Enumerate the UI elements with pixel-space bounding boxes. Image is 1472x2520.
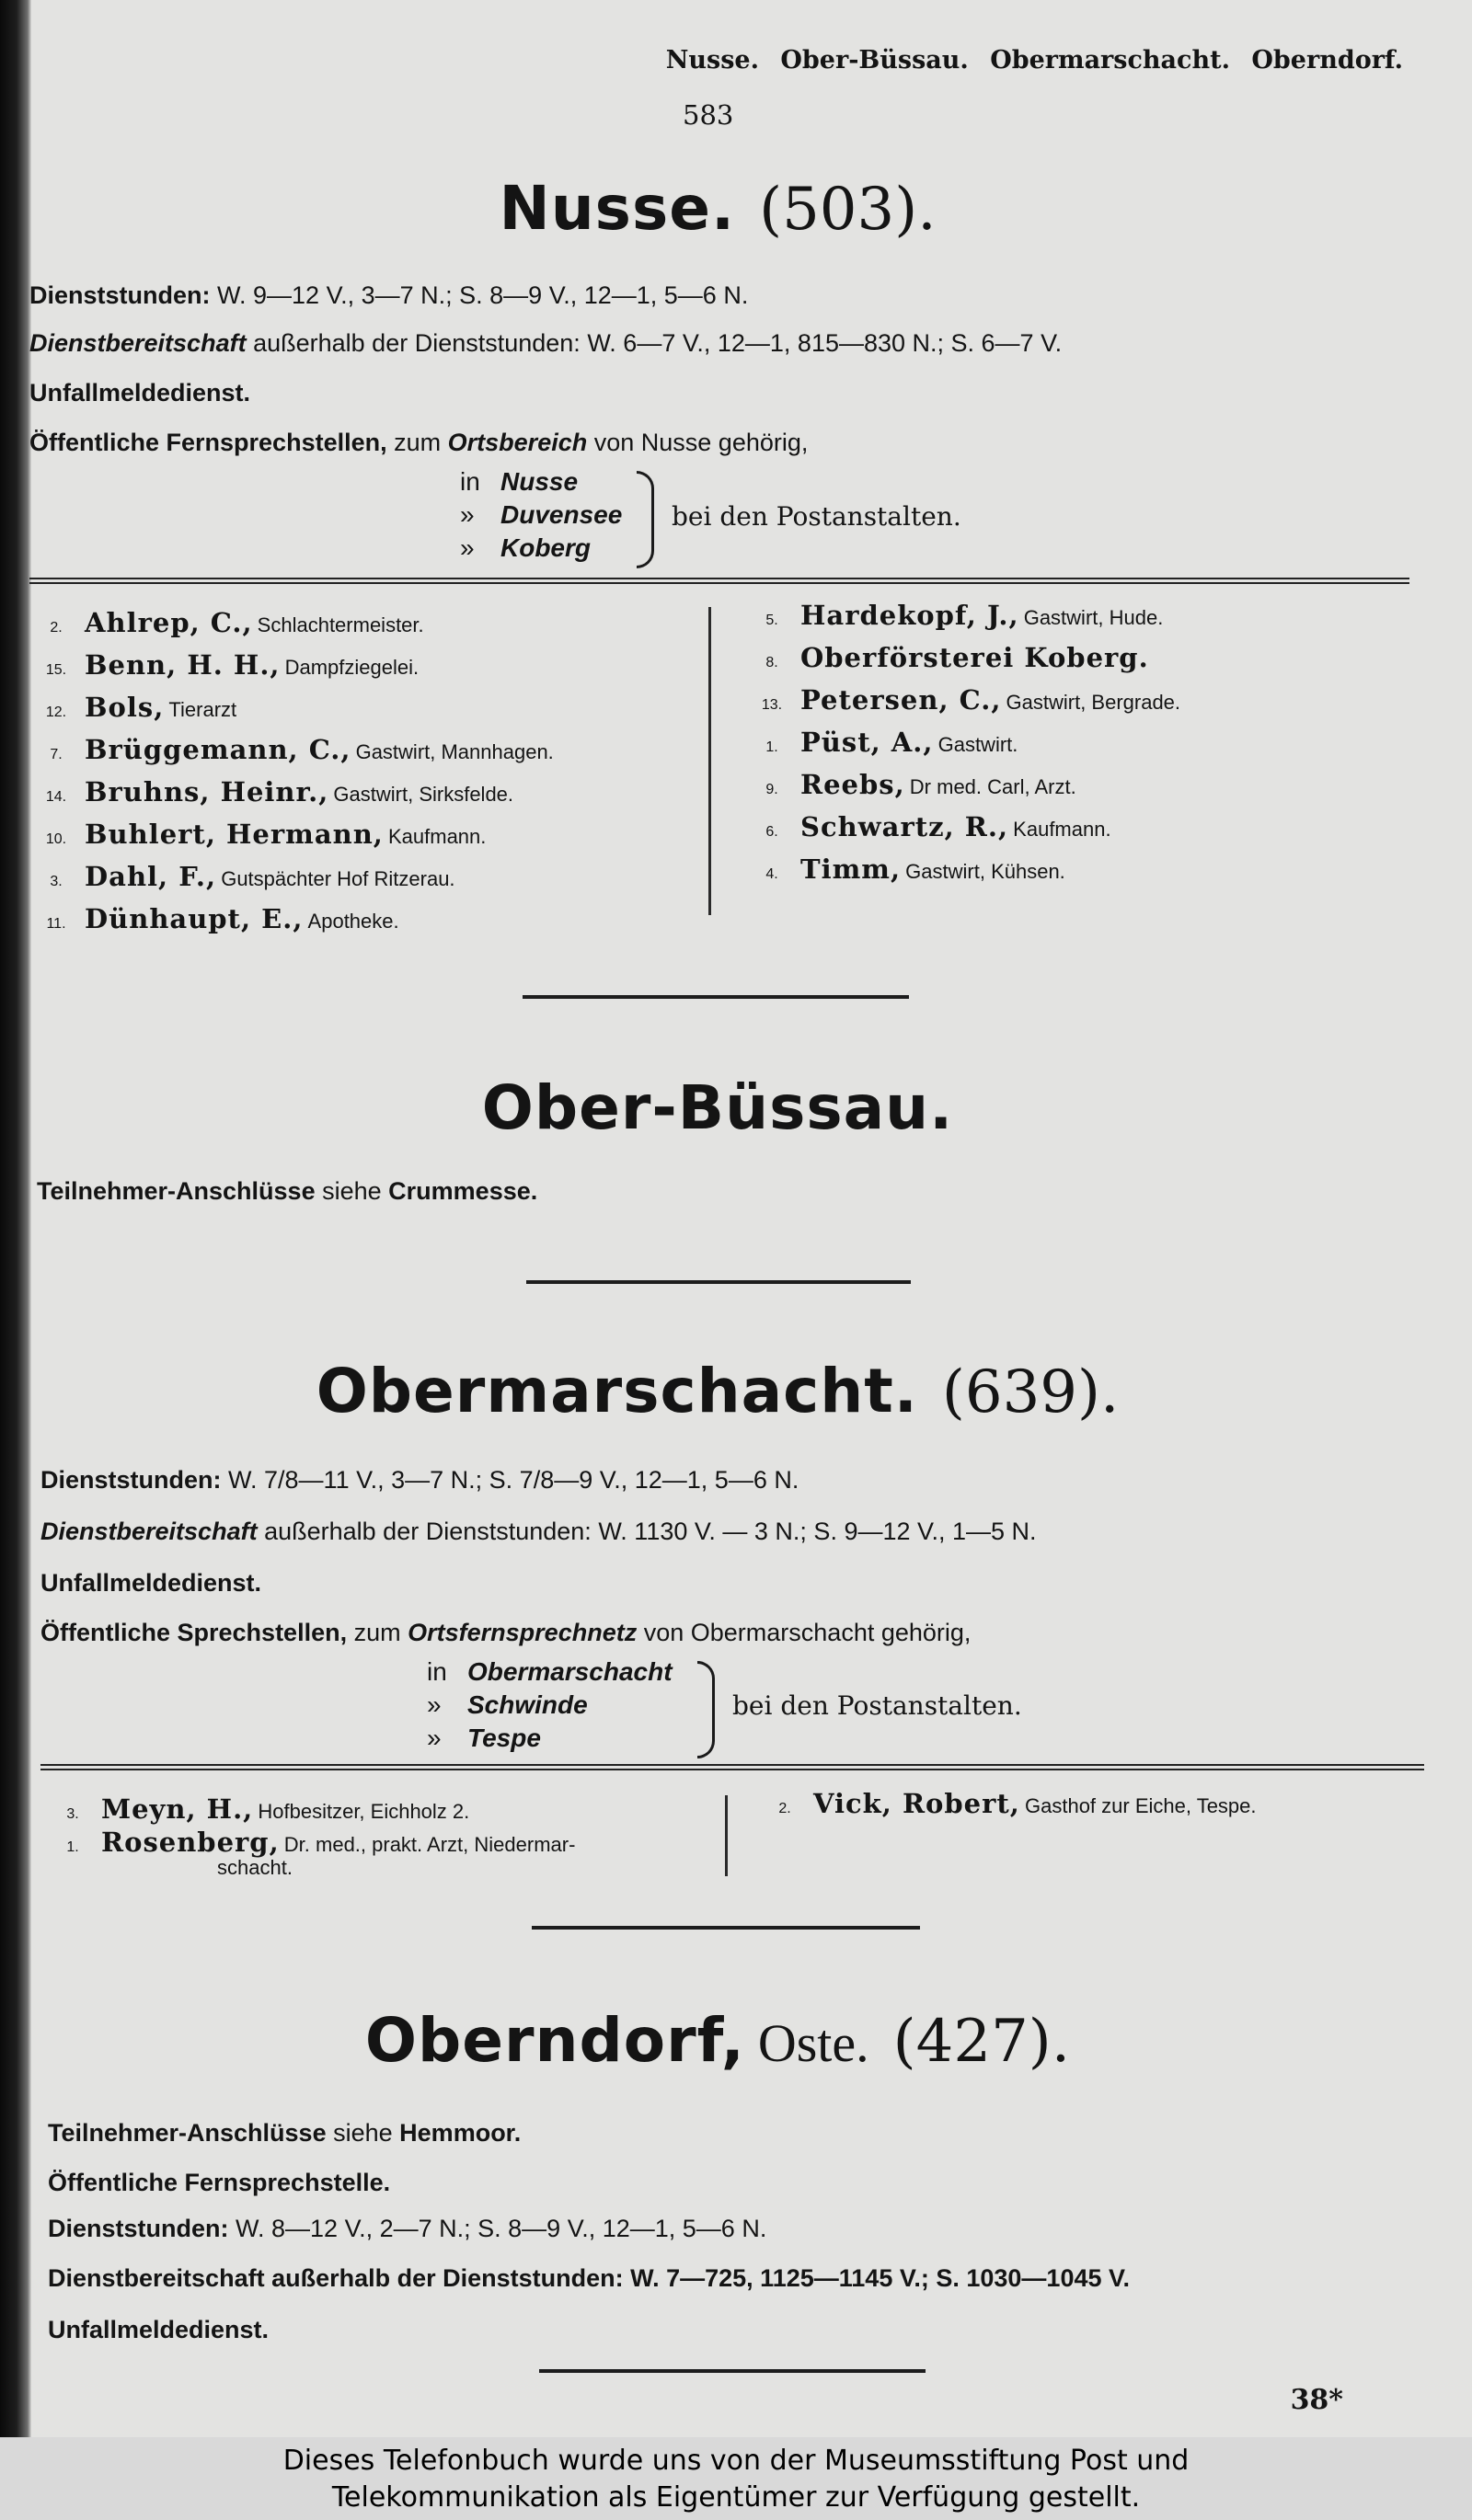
obermarschacht-public-label: Öffentliche Sprechstellen, (40, 1619, 348, 1646)
archive-notice (0, 2437, 1472, 2520)
list-item (28, 776, 513, 808)
entry-desc: Gasthof zur Eiche, Tespe. (1025, 1794, 1257, 1817)
entry-desc: Gastwirt, Hude. (1023, 606, 1164, 629)
list-item (28, 819, 486, 850)
nusse-name: Nusse. (499, 173, 736, 244)
ober-buessau-title (0, 1072, 1435, 1143)
oberndorf-place: Oste. (757, 2013, 869, 2073)
entry-desc: Hofbesitzer, Eichholz 2. (258, 1800, 470, 1823)
station-prefix: » (460, 500, 475, 529)
entry-desc: Kaufmann. (1013, 818, 1111, 841)
entry-desc: Gastwirt. (937, 733, 1018, 756)
nusse-hours-text: W. 9—12 V., 3—7 N.; S. 8—9 V., 12—1, 5—6 N. (217, 281, 749, 309)
ober-buessau-line (37, 1177, 537, 1206)
oberndorf-line2: Öffentliche Fernsprechstelle. (48, 2169, 391, 2196)
list-item (756, 1788, 1257, 1819)
list-item (28, 734, 554, 765)
obermarschacht-title (0, 1356, 1435, 1426)
ober-buessau-ref: Crummesse. (388, 1177, 538, 1205)
oberndorf-line1-mid: siehe (333, 2119, 393, 2147)
entry-number: 14. (45, 789, 67, 805)
nusse-title (0, 173, 1435, 244)
nusse-column-divider (708, 607, 711, 915)
entry-name: Brüggemann, C., (85, 734, 351, 765)
oberndorf-code: (427). (892, 2008, 1071, 2076)
entry-number: 11. (46, 916, 66, 932)
nusse-rule (29, 578, 1409, 584)
ober-buessau-name: Ober-Büssau. (481, 1072, 954, 1143)
entry-desc: Dr med. Carl, Arzt. (909, 775, 1076, 798)
signature-mark: 38* (1290, 2384, 1343, 2416)
entry-name: Bols, (85, 692, 165, 723)
entry-name: Schwartz, R., (800, 811, 1009, 842)
station-name: Nusse (500, 467, 579, 496)
entry-number: 1. (66, 1839, 79, 1855)
section-divider (539, 2369, 926, 2373)
list-item (28, 607, 424, 638)
station-name: Tespe (467, 1724, 541, 1752)
entry-number: 10. (45, 831, 67, 847)
entry-name: Ahlrep, C., (85, 607, 253, 638)
list-item (743, 684, 1180, 716)
entry-number: 6. (765, 824, 778, 840)
obermarschacht-code: (639). (941, 1358, 1120, 1426)
entry-number: 2. (778, 1801, 791, 1816)
list-item (743, 853, 1065, 885)
obermarschacht-readiness-label: Dienstbereitschaft (40, 1518, 258, 1545)
entry-name: Meyn, H., (101, 1793, 254, 1825)
obermarschacht-stations (427, 1657, 673, 1757)
entry-name: Reebs, (800, 769, 905, 800)
entry-desc: Apotheke. (307, 910, 399, 933)
oberndorf-title (0, 2005, 1435, 2076)
obermarschacht-name: Obermarschacht. (316, 1356, 918, 1426)
nusse-public-label: Öffentliche Fernsprechstellen, (29, 429, 387, 456)
nusse-public-rest: von Nusse gehörig, (593, 429, 809, 456)
list-item (28, 692, 236, 723)
entry-desc: Gastwirt, Bergrade. (1006, 691, 1181, 714)
list-item (743, 769, 1076, 800)
entry-name: Dünhaupt, E., (85, 903, 304, 934)
obermarschacht-public (40, 1619, 971, 1647)
nusse-readiness-label: Dienstbereitschaft (29, 329, 247, 357)
nusse-code: (503). (759, 176, 937, 244)
nusse-hours-label: Dienststunden: (29, 281, 211, 309)
list-item (743, 600, 1163, 631)
list-item (44, 1793, 469, 1825)
oberndorf-line1-label: Teilnehmer-Anschlüsse (48, 2119, 327, 2147)
nusse-readiness-text: außerhalb der Dienststunden: W. 6—7 V., 12—1, 815—830 N.; S. 6—7 V. (253, 329, 1063, 357)
station-name: Duvensee (500, 500, 623, 529)
entry-name: Rosenberg, (101, 1827, 280, 1858)
entry-name: Püst, A., (800, 727, 934, 758)
entry-continuation-text: schacht. (217, 1856, 293, 1879)
oberndorf-accident: Unfallmeldedienst. (48, 2316, 270, 2343)
station-prefix: » (427, 1724, 442, 1752)
section-divider (526, 1280, 911, 1284)
list-item (743, 642, 1149, 673)
nusse-stations (460, 467, 622, 567)
list-item (28, 649, 419, 681)
entry-name: Timm, (800, 853, 902, 885)
entry-name: Benn, H. H., (85, 649, 281, 681)
nusse-brace-text: bei den Postanstalten. (672, 501, 961, 532)
nusse-readiness (29, 329, 1062, 358)
entry-name: Petersen, C., (800, 684, 1002, 716)
obermarschacht-hours-label: Dienststunden: (40, 1466, 222, 1494)
entry-number: 3. (66, 1806, 79, 1822)
section-divider (523, 995, 909, 999)
entry-number: 12. (45, 704, 67, 720)
entry-number: 13. (761, 697, 783, 713)
obermarschacht-brace (697, 1661, 715, 1758)
obermarschacht-public-rest: von Obermarschacht gehörig, (643, 1619, 972, 1646)
nusse-hours (29, 281, 748, 310)
entry-desc: Gutspächter Hof Ritzerau. (221, 867, 455, 890)
entry-number: 1. (765, 739, 778, 755)
page-number: 583 (683, 99, 734, 131)
obermarschacht-accident: Unfallmeldedienst. (40, 1569, 262, 1597)
oberndorf-name: Oberndorf, (364, 2005, 745, 2076)
entry-desc: Schlachtermeister. (257, 613, 424, 636)
nusse-accident: Unfallmeldedienst. (29, 379, 251, 407)
obermarschacht-column-divider (725, 1795, 728, 1876)
nusse-brace (637, 471, 654, 568)
entry-name: Vick, Robert, (813, 1788, 1020, 1819)
oberndorf-hours-text: W. 8—12 V., 2—7 N.; S. 8—9 V., 12—1, 5—6 N. (236, 2215, 767, 2242)
obermarschacht-hours-text: W. 7/8—11 V., 3—7 N.; S. 7/8—9 V., 12—1, 5—6 N. (228, 1466, 799, 1494)
list-item (28, 903, 399, 934)
entry-number: 9. (765, 782, 778, 797)
entry-desc: Dampfziegelei. (284, 656, 420, 679)
list-item (743, 811, 1111, 842)
entry-number: 8. (765, 655, 778, 670)
entry-desc: Tierarzt (168, 698, 237, 721)
station-prefix: in (427, 1657, 447, 1686)
running-head: Nusse. Ober-Büssau. Obermarschacht. Oberndorf. (665, 46, 1403, 74)
nusse-public (29, 429, 808, 457)
entry-desc: Dr. med., prakt. Arzt, Niedermar- (283, 1833, 576, 1856)
station-name: Schwinde (467, 1690, 588, 1719)
entry-desc: Gastwirt, Sirksfelde. (333, 783, 514, 806)
ober-buessau-label: Teilnehmer-Anschlüsse (37, 1177, 316, 1205)
obermarschacht-brace-text: bei den Postanstalten. (732, 1690, 1022, 1721)
oberndorf-hours-label: Dienststunden: (48, 2215, 229, 2242)
nusse-public-mid: zum (394, 429, 442, 456)
entry-name: Hardekopf, J., (800, 600, 1019, 631)
entry-continuation (217, 1856, 293, 1880)
oberndorf-line1 (48, 2119, 521, 2148)
obermarschacht-hours (40, 1466, 799, 1495)
station-prefix: in (460, 467, 480, 496)
entry-name: Bruhns, Heinr., (85, 776, 329, 808)
obermarschacht-readiness (40, 1518, 1037, 1546)
archive-notice-line2: Telekommunikation als Eigentümer zur Verfügung gestellt. (331, 2481, 1141, 2514)
archive-notice-line1: Dieses Telefonbuch wurde uns von der Museumsstiftung Post und (282, 2445, 1190, 2477)
list-item (44, 1827, 575, 1858)
entry-number: 2. (50, 620, 63, 636)
entry-desc: Kaufmann. (387, 825, 487, 848)
obermarschacht-readiness-text: außerhalb der Dienststunden: W. 1130 V. — 3 N.; S. 9—12 V., 1—5 N. (264, 1518, 1037, 1545)
entry-name: Dahl, F., (85, 861, 217, 892)
obermarschacht-rule (40, 1764, 1424, 1770)
obermarschacht-public-area: Ortsfernsprechnetz (408, 1619, 638, 1646)
obermarschacht-public-mid: zum (353, 1619, 401, 1646)
entry-number: 3. (50, 874, 63, 889)
entry-number: 4. (765, 866, 778, 882)
oberndorf-line1-ref: Hemmoor. (399, 2119, 522, 2147)
entry-name: Buhlert, Hermann, (85, 819, 384, 850)
station-prefix: » (460, 533, 475, 562)
entry-number: 7. (50, 747, 63, 762)
entry-desc: Gastwirt, Mannhagen. (355, 740, 554, 763)
nusse-public-area: Ortsbereich (447, 429, 588, 456)
entry-number: 5. (765, 613, 778, 628)
entry-name: Oberförsterei Koberg. (800, 642, 1149, 673)
section-divider (532, 1926, 920, 1930)
list-item (743, 727, 1018, 758)
ober-buessau-mid: siehe (322, 1177, 382, 1205)
station-name: Koberg (500, 533, 591, 562)
oberndorf-hours (48, 2215, 766, 2243)
list-item (28, 861, 455, 892)
station-name: Obermarschacht (467, 1657, 673, 1686)
entry-number: 15. (45, 662, 67, 678)
entry-desc: Gastwirt, Kühsen. (905, 860, 1065, 883)
station-prefix: » (427, 1690, 442, 1719)
oberndorf-readiness: Dienstbereitschaft außerhalb der Dienststunden: W. 7—725, 1125—1145 V.; S. 1030—1045 V. (48, 2264, 1131, 2292)
